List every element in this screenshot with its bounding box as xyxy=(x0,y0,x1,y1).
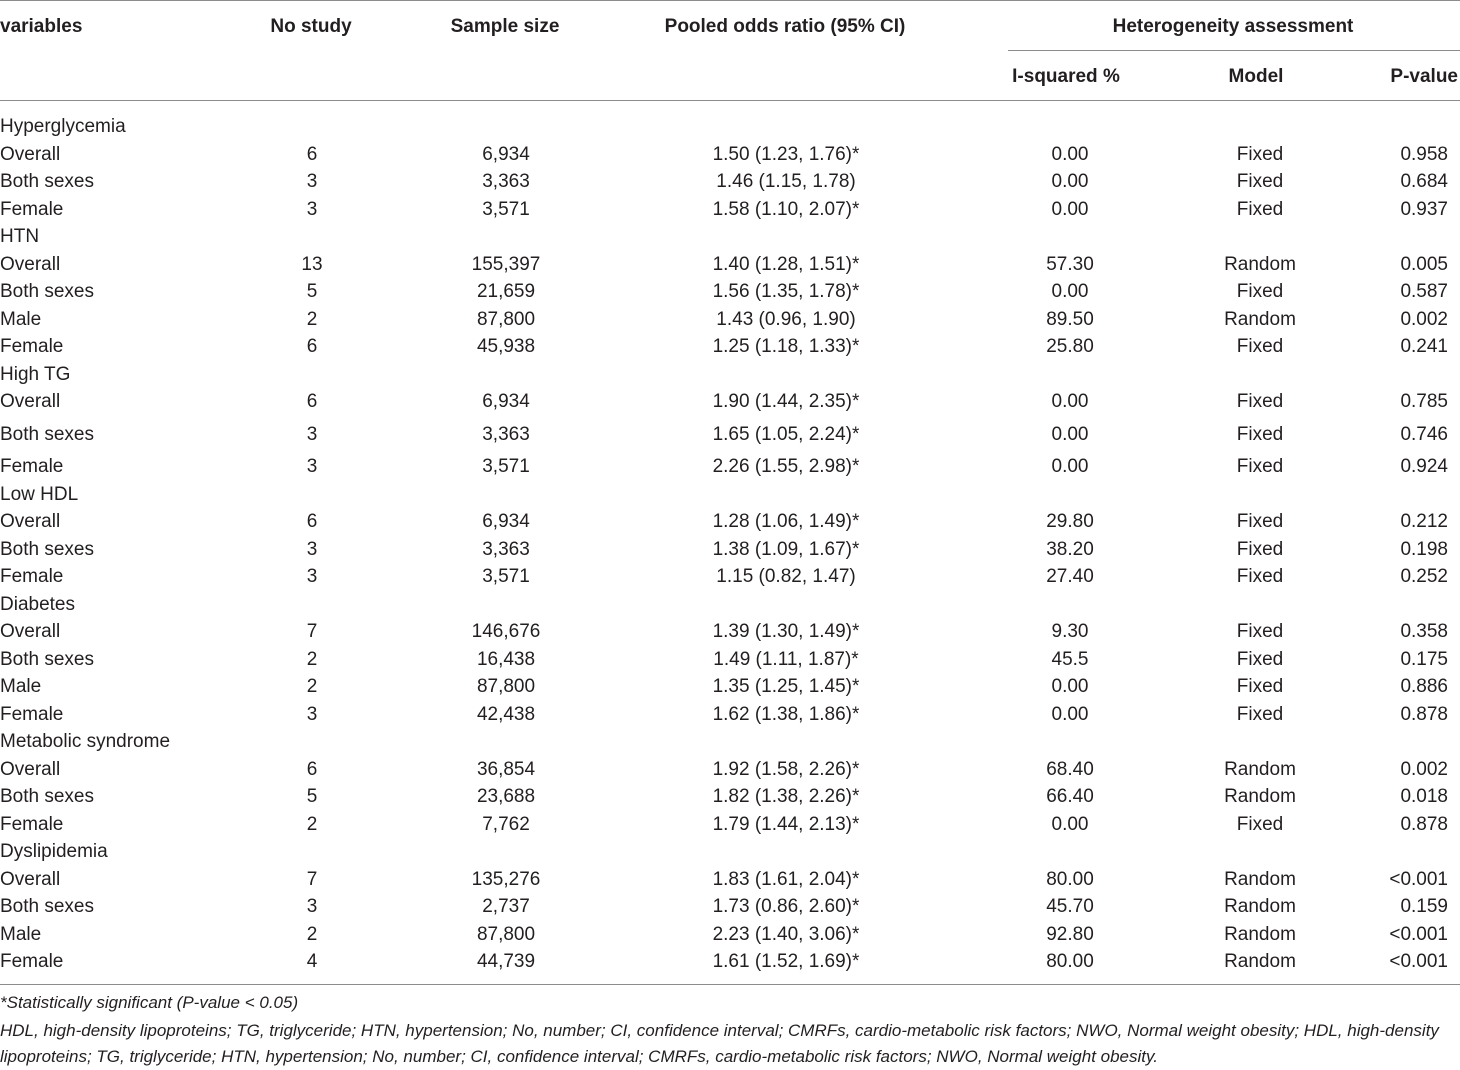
table-row xyxy=(0,536,1460,564)
pooled-or-cell: 1.35 (1.25, 1.45)* xyxy=(712,676,860,697)
i-squared-cell: 25.80 xyxy=(1046,336,1094,357)
model-cell: Fixed xyxy=(1236,676,1284,697)
sample-size-cell: 16,438 xyxy=(476,648,536,670)
table-row xyxy=(0,673,1460,701)
empty-cell xyxy=(1364,223,1460,251)
sample-size-cell: 21,659 xyxy=(476,281,536,302)
sample-size-cell: 3,363 xyxy=(482,171,530,192)
sample-size-cell: 2,737 xyxy=(482,896,530,917)
p-value-cell: 0.684 xyxy=(1400,171,1448,192)
empty-cell xyxy=(984,591,1156,619)
row-label: Female xyxy=(0,813,64,835)
empty-cell xyxy=(588,223,984,251)
row-label: Female xyxy=(0,336,64,357)
empty-cell xyxy=(1364,728,1460,756)
no-study-cell: 7 xyxy=(306,621,318,642)
sample-size-cell: 155,397 xyxy=(471,253,541,275)
model-cell: Fixed xyxy=(1236,336,1284,357)
header-i-squared: I-squared % xyxy=(1012,66,1120,87)
i-squared-cell: 66.40 xyxy=(1046,786,1094,807)
table-row xyxy=(0,508,1460,536)
empty-cell xyxy=(984,361,1156,389)
p-value-cell: 0.358 xyxy=(1400,621,1448,642)
empty-cell xyxy=(424,728,588,756)
row-label: Both sexes xyxy=(0,423,94,445)
model-cell: Fixed xyxy=(1236,456,1284,477)
empty-cell xyxy=(1364,113,1460,141)
no-study-cell: 3 xyxy=(306,456,318,477)
model-cell: Fixed xyxy=(1236,621,1284,642)
empty-cell xyxy=(588,728,984,756)
p-value-cell: 0.002 xyxy=(1400,308,1448,330)
table-row xyxy=(0,646,1460,674)
model-cell: Random xyxy=(1224,868,1296,890)
row-label: Female xyxy=(0,566,64,587)
no-study-cell: 3 xyxy=(306,171,318,192)
model-cell: Random xyxy=(1224,896,1296,917)
pooled-or-cell: 1.58 (1.10, 2.07)* xyxy=(712,198,860,220)
no-study-cell: 5 xyxy=(306,281,318,302)
row-label: Both sexes xyxy=(0,281,94,302)
model-cell: Fixed xyxy=(1236,511,1284,532)
row-label: Overall xyxy=(0,253,61,275)
group-row xyxy=(0,728,1460,756)
sample-size-cell: 23,688 xyxy=(476,786,536,807)
table-row xyxy=(0,306,1460,334)
table-row xyxy=(0,618,1460,646)
table-row xyxy=(0,811,1460,839)
empty-cell xyxy=(200,591,424,619)
pooled-or-cell: 2.23 (1.40, 3.06)* xyxy=(712,923,860,945)
sample-size-cell: 3,363 xyxy=(482,538,530,560)
model-cell: Random xyxy=(1224,786,1296,807)
row-label: Overall xyxy=(0,391,61,412)
no-study-cell: 3 xyxy=(306,703,318,725)
i-squared-cell: 0.00 xyxy=(1051,676,1089,697)
i-squared-cell: 0.00 xyxy=(1051,423,1089,445)
empty-cell xyxy=(1156,838,1364,866)
model-cell: Fixed xyxy=(1236,538,1284,560)
i-squared-cell: 0.00 xyxy=(1051,198,1089,220)
i-squared-cell: 57.30 xyxy=(1046,253,1094,275)
header-sample-size: Sample size xyxy=(450,16,560,37)
sample-size-cell: 6,934 xyxy=(482,511,530,532)
pooled-or-cell: 1.83 (1.61, 2.04)* xyxy=(712,868,860,890)
sample-size-cell: 45,938 xyxy=(476,336,536,357)
no-study-cell: 2 xyxy=(306,813,318,835)
table-row xyxy=(0,921,1460,949)
sample-size-cell: 3,571 xyxy=(482,198,530,220)
pooled-or-cell: 1.43 (0.96, 1.90) xyxy=(716,308,856,330)
p-value-cell: 0.924 xyxy=(1400,456,1448,477)
header-model: Model xyxy=(1228,66,1284,87)
pooled-or-cell: 1.28 (1.06, 1.49)* xyxy=(712,511,860,532)
empty-cell xyxy=(588,113,984,141)
empty-cell xyxy=(588,481,984,509)
sample-size-cell: 3,571 xyxy=(482,456,530,477)
empty-cell xyxy=(200,113,424,141)
row-label: Male xyxy=(0,676,42,697)
empty-cell xyxy=(1156,591,1364,619)
no-study-cell: 3 xyxy=(306,896,318,917)
empty-cell xyxy=(424,361,588,389)
empty-cell xyxy=(984,481,1156,509)
row-label: Overall xyxy=(0,621,61,642)
empty-cell xyxy=(200,481,424,509)
model-cell: Random xyxy=(1224,253,1296,275)
empty-cell xyxy=(1364,361,1460,389)
i-squared-cell: 45.5 xyxy=(1051,648,1089,670)
empty-cell xyxy=(424,591,588,619)
row-label: Female xyxy=(0,198,64,220)
table-row xyxy=(0,141,1460,169)
model-cell: Fixed xyxy=(1236,171,1284,192)
group-label: High TG xyxy=(0,363,71,385)
pooled-or-cell: 1.61 (1.52, 1.69)* xyxy=(712,951,860,972)
footnote-significance: *Statistically significant (P-value < 0.05) xyxy=(0,993,299,1012)
group-label: Dyslipidemia xyxy=(0,841,108,862)
group-row xyxy=(0,591,1460,619)
sample-size-cell: 3,363 xyxy=(482,423,530,445)
empty-cell xyxy=(984,838,1156,866)
model-cell: Random xyxy=(1224,308,1296,330)
empty-cell xyxy=(984,113,1156,141)
empty-cell xyxy=(424,481,588,509)
model-cell: Random xyxy=(1224,758,1296,780)
p-value-cell: 0.886 xyxy=(1400,676,1448,697)
table-row xyxy=(0,893,1460,921)
i-squared-cell: 38.20 xyxy=(1046,538,1094,560)
p-value-cell: 0.958 xyxy=(1400,143,1448,165)
p-value-cell: <0.001 xyxy=(1389,868,1448,890)
p-value-cell: 0.005 xyxy=(1400,253,1448,275)
i-squared-cell: 0.00 xyxy=(1051,703,1089,725)
header-no-study: No study xyxy=(270,16,352,37)
table-row xyxy=(0,701,1460,729)
i-squared-cell: 92.80 xyxy=(1046,923,1094,945)
no-study-cell: 2 xyxy=(306,308,318,330)
sample-size-cell: 6,934 xyxy=(482,143,530,165)
pooled-or-cell: 1.92 (1.58, 2.26)* xyxy=(712,758,860,780)
table-row xyxy=(0,866,1460,894)
i-squared-cell: 80.00 xyxy=(1046,951,1094,972)
header-heterogeneity: Heterogeneity assessment xyxy=(1112,16,1354,37)
table-bottom-rule xyxy=(0,984,1460,985)
table-row xyxy=(0,783,1460,811)
pooled-or-cell: 1.82 (1.38, 2.26)* xyxy=(712,786,860,807)
table-row xyxy=(0,278,1460,306)
group-label: Metabolic syndrome xyxy=(0,731,171,752)
i-squared-cell: 89.50 xyxy=(1046,308,1094,330)
sample-size-cell: 36,854 xyxy=(476,758,536,780)
row-label: Both sexes xyxy=(0,786,94,807)
table-row xyxy=(0,563,1460,591)
group-row xyxy=(0,481,1460,509)
group-label: Low HDL xyxy=(0,483,79,505)
model-cell: Fixed xyxy=(1236,703,1284,725)
table-row xyxy=(0,251,1460,279)
pooled-or-cell: 2.26 (1.55, 2.98)* xyxy=(712,456,860,477)
table-row xyxy=(0,948,1460,976)
no-study-cell: 3 xyxy=(306,566,318,587)
row-label: Both sexes xyxy=(0,648,94,670)
empty-cell xyxy=(984,728,1156,756)
sample-size-cell: 146,676 xyxy=(471,621,541,642)
row-label: Both sexes xyxy=(0,171,94,192)
pooled-or-cell: 1.15 (0.82, 1.47) xyxy=(716,566,856,587)
i-squared-cell: 0.00 xyxy=(1051,143,1089,165)
empty-cell xyxy=(984,223,1156,251)
empty-cell xyxy=(200,728,424,756)
model-cell: Fixed xyxy=(1236,198,1284,220)
model-cell: Fixed xyxy=(1236,566,1284,587)
i-squared-cell: 9.30 xyxy=(1051,621,1089,642)
i-squared-cell: 29.80 xyxy=(1046,511,1094,532)
footnote-abbreviations: HDL, high-density lipoproteins; TG, triglyceride; HTN, hypertension; No, number; CI, confidence interval; CMRFs, cardio-metabolic risk factors; NWO, Normal weight obesity; HDL, high-density lipoproteins; TG, triglyceride; HTN, hypertension; No, number; CI, confidence interval; CMRFs, cardio-metabolic risk factors; NWO, Normal weight obesity. xyxy=(0,1021,1439,1066)
sample-size-cell: 135,276 xyxy=(471,868,541,890)
p-value-cell: 0.159 xyxy=(1400,896,1448,917)
model-cell: Fixed xyxy=(1236,391,1284,412)
model-cell: Fixed xyxy=(1236,813,1284,835)
row-label: Overall xyxy=(0,511,61,532)
no-study-cell: 6 xyxy=(306,336,318,357)
table-row xyxy=(0,756,1460,784)
row-label: Female xyxy=(0,456,64,477)
pooled-or-cell: 1.79 (1.44, 2.13)* xyxy=(712,813,860,835)
model-cell: Fixed xyxy=(1236,281,1284,302)
no-study-cell: 3 xyxy=(306,538,318,560)
empty-cell xyxy=(200,838,424,866)
header-pooled-odds-ratio: Pooled odds ratio (95% CI) xyxy=(664,16,906,37)
p-value-cell: 0.252 xyxy=(1400,566,1448,587)
pooled-or-cell: 1.39 (1.30, 1.49)* xyxy=(712,621,860,642)
no-study-cell: 6 xyxy=(306,758,318,780)
empty-cell xyxy=(424,838,588,866)
no-study-cell: 7 xyxy=(306,868,318,890)
pooled-or-cell: 1.25 (1.18, 1.33)* xyxy=(712,336,860,357)
table-row xyxy=(0,453,1460,481)
pooled-or-cell: 1.46 (1.15, 1.78) xyxy=(716,171,856,192)
no-study-cell: 3 xyxy=(306,423,318,445)
pooled-or-cell: 1.62 (1.38, 1.86)* xyxy=(712,703,860,725)
no-study-cell: 4 xyxy=(306,951,318,972)
empty-cell xyxy=(200,223,424,251)
table-row xyxy=(0,388,1460,416)
empty-cell xyxy=(588,361,984,389)
p-value-cell: <0.001 xyxy=(1389,923,1448,945)
no-study-cell: 6 xyxy=(306,511,318,532)
p-value-cell: 0.175 xyxy=(1400,648,1448,670)
row-label: Overall xyxy=(0,758,61,780)
i-squared-cell: 68.40 xyxy=(1046,758,1094,780)
sample-size-cell: 87,800 xyxy=(476,923,536,945)
pooled-or-cell: 1.38 (1.09, 1.67)* xyxy=(712,538,860,560)
row-label: Overall xyxy=(0,868,61,890)
group-label: Diabetes xyxy=(0,593,75,615)
model-cell: Fixed xyxy=(1236,648,1284,670)
header-p-value: P-value xyxy=(1390,66,1458,87)
i-squared-cell: 0.00 xyxy=(1051,456,1089,477)
heterogeneity-underline xyxy=(1008,50,1460,51)
group-row xyxy=(0,838,1460,866)
no-study-cell: 6 xyxy=(306,391,318,412)
model-cell: Random xyxy=(1224,923,1296,945)
sample-size-cell: 3,571 xyxy=(482,566,530,587)
sample-size-cell: 42,438 xyxy=(476,703,536,725)
table-row xyxy=(0,416,1460,454)
no-study-cell: 6 xyxy=(306,143,318,165)
no-study-cell: 2 xyxy=(306,648,318,670)
p-value-cell: 0.241 xyxy=(1400,336,1448,357)
row-label: Male xyxy=(0,923,42,945)
results-table xyxy=(0,113,1460,976)
empty-cell xyxy=(1156,728,1364,756)
empty-cell xyxy=(1364,838,1460,866)
empty-cell xyxy=(588,591,984,619)
p-value-cell: 0.746 xyxy=(1400,423,1448,445)
header-variables: variables xyxy=(0,16,83,37)
group-label: Hyperglycemia xyxy=(0,116,126,137)
empty-cell xyxy=(424,223,588,251)
empty-cell xyxy=(588,838,984,866)
group-row xyxy=(0,361,1460,389)
row-label: Female xyxy=(0,951,64,972)
pooled-or-cell: 1.50 (1.23, 1.76)* xyxy=(712,143,860,165)
empty-cell xyxy=(1156,481,1364,509)
row-label: Overall xyxy=(0,143,61,165)
empty-cell xyxy=(200,361,424,389)
table-top-rule xyxy=(0,0,1460,1)
p-value-cell: 0.937 xyxy=(1400,198,1448,220)
empty-cell xyxy=(1364,591,1460,619)
no-study-cell: 2 xyxy=(306,923,318,945)
i-squared-cell: 45.70 xyxy=(1046,896,1094,917)
sample-size-cell: 87,800 xyxy=(476,676,536,697)
pooled-or-cell: 1.56 (1.35, 1.78)* xyxy=(712,281,860,302)
i-squared-cell: 0.00 xyxy=(1051,391,1089,412)
empty-cell xyxy=(1364,481,1460,509)
i-squared-cell: 80.00 xyxy=(1046,868,1094,890)
sample-size-cell: 87,800 xyxy=(476,308,536,330)
empty-cell xyxy=(424,113,588,141)
row-label: Male xyxy=(0,308,42,330)
row-label: Both sexes xyxy=(0,896,94,917)
row-label: Both sexes xyxy=(0,538,94,560)
pooled-or-cell: 1.90 (1.44, 2.35)* xyxy=(712,391,860,412)
p-value-cell: 0.018 xyxy=(1400,786,1448,807)
group-label: HTN xyxy=(0,226,40,247)
model-cell: Fixed xyxy=(1236,143,1284,165)
no-study-cell: 13 xyxy=(301,253,323,275)
empty-cell xyxy=(1156,361,1364,389)
empty-cell xyxy=(1156,223,1364,251)
p-value-cell: 0.198 xyxy=(1400,538,1448,560)
p-value-cell: 0.878 xyxy=(1400,703,1448,725)
no-study-cell: 2 xyxy=(306,676,318,697)
pooled-or-cell: 1.65 (1.05, 2.24)* xyxy=(712,423,860,445)
i-squared-cell: 27.40 xyxy=(1046,566,1094,587)
model-cell: Fixed xyxy=(1236,423,1284,445)
sample-size-cell: 44,739 xyxy=(476,951,536,972)
pooled-or-cell: 1.49 (1.11, 1.87)* xyxy=(713,648,859,670)
p-value-cell: <0.001 xyxy=(1389,951,1448,972)
results-table-body xyxy=(0,113,1460,976)
i-squared-cell: 0.00 xyxy=(1051,813,1089,835)
group-row xyxy=(0,113,1460,141)
i-squared-cell: 0.00 xyxy=(1051,281,1089,302)
p-value-cell: 0.212 xyxy=(1400,511,1448,532)
pooled-or-cell: 1.73 (0.86, 2.60)* xyxy=(712,896,860,917)
table-row xyxy=(0,333,1460,361)
group-row xyxy=(0,223,1460,251)
model-cell: Random xyxy=(1224,951,1296,972)
p-value-cell: 0.587 xyxy=(1400,281,1448,302)
no-study-cell: 5 xyxy=(306,786,318,807)
header-bottom-rule xyxy=(0,100,1460,101)
p-value-cell: 0.878 xyxy=(1400,813,1448,835)
no-study-cell: 3 xyxy=(306,198,318,220)
p-value-cell: 0.002 xyxy=(1400,758,1448,780)
i-squared-cell: 0.00 xyxy=(1051,171,1089,192)
p-value-cell: 0.785 xyxy=(1400,391,1448,412)
row-label: Female xyxy=(0,703,64,725)
sample-size-cell: 6,934 xyxy=(482,391,530,412)
table-row xyxy=(0,168,1460,196)
pooled-or-cell: 1.40 (1.28, 1.51)* xyxy=(712,253,860,275)
table-row xyxy=(0,196,1460,224)
empty-cell xyxy=(1156,113,1364,141)
sample-size-cell: 7,762 xyxy=(482,813,530,835)
